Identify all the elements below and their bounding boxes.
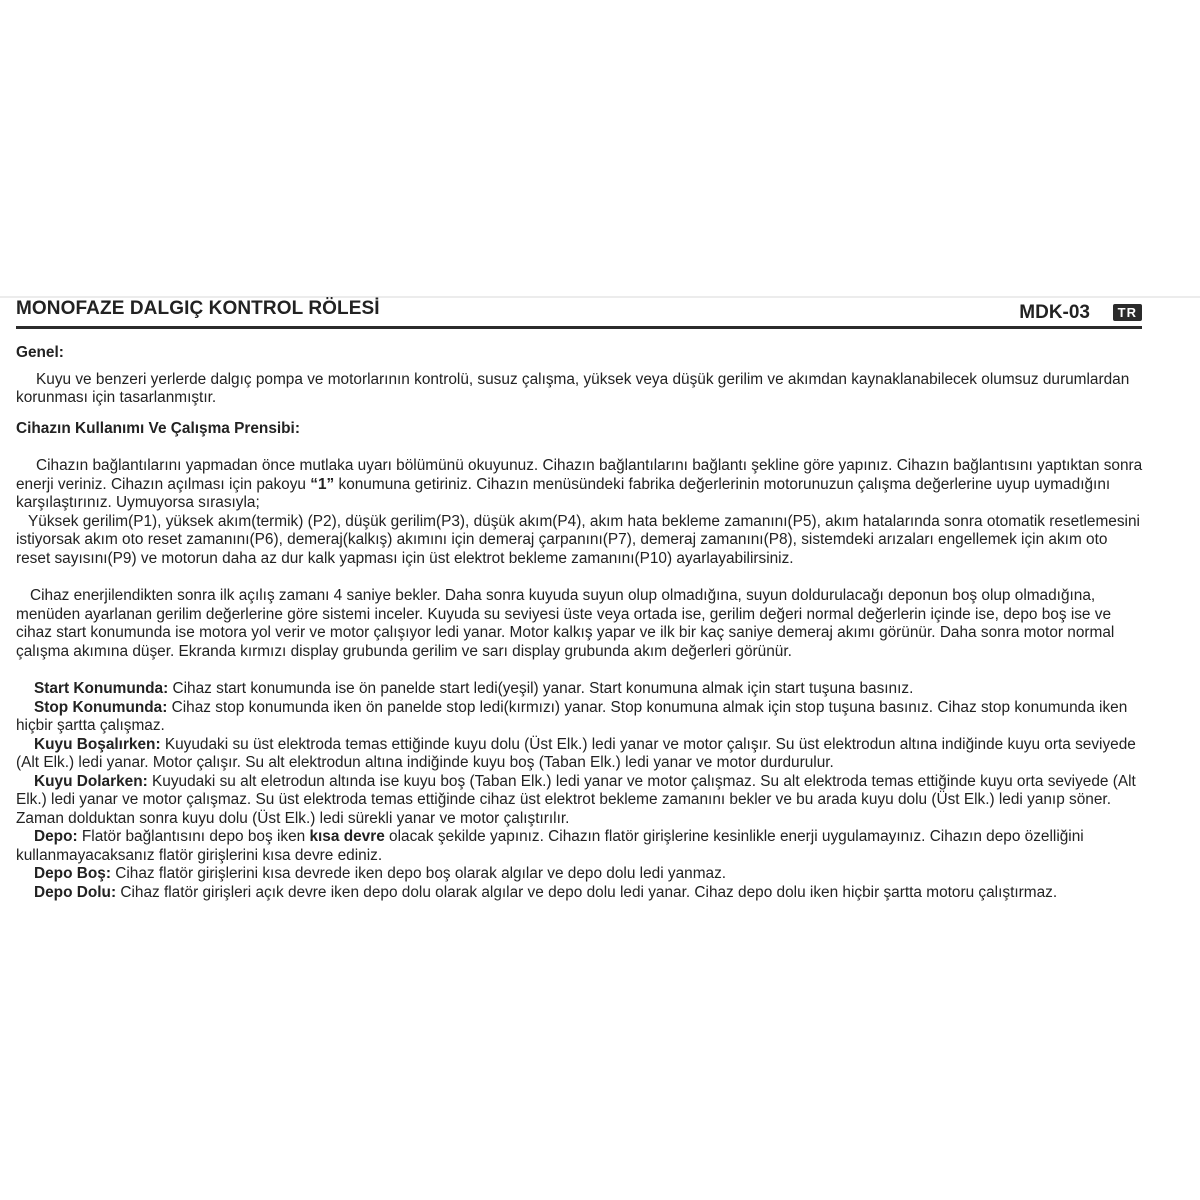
document-header — [16, 298, 1144, 324]
item-label: Kuyu Boşalırken: — [34, 735, 161, 753]
item-text: Cihaz flatör girişleri açık devre iken depo dolu olarak algılar ve depo dolu ledi yanar. Cihaz depo dolu iken hiçbir şartta motoru çalıştırmaz. — [116, 883, 1058, 901]
item-text: Cihaz start konumunda ise ön panelde start ledi(yeşil) yanar. Start konumuna almak için start tuşuna basınız. — [168, 680, 914, 697]
item-text: Kuyudaki su üst elektroda temas ettiğinde kuyu dolu (Üst Elk.) ledi yanar ve motor çalışır. Su üst elektrodun altına indiğinde kuyu orta seviyede (Alt Elk.) ledi yanar. Motor çalışır. Su alt elektrodun altına indiğinde kuyu boş (Taban Elk.) ledi yanar ve motor durdurulur. — [16, 735, 1136, 771]
list-item — [16, 773, 1144, 829]
item-label: Depo Dolu: — [34, 883, 117, 901]
item-label: Kuyu Dolarken: — [34, 772, 148, 790]
item-label: Depo Boş: — [34, 865, 111, 882]
list-item — [16, 884, 1144, 903]
list-item — [16, 736, 1144, 773]
product-code: MDK-03 — [1019, 302, 1090, 323]
behavior-list — [16, 680, 1144, 902]
section-heading-usage: Cihazın Kullanımı Ve Çalışma Prensibi: — [16, 419, 300, 437]
list-item — [16, 828, 1144, 865]
item-text: Kuyudaki su alt eletrodun altında ise kuyu boş (Taban Elk.) ledi yanar ve motor çalışmaz. Su alt elektroda temas ettiğinde kuyu orta seviyede (Alt Elk.) ledi yanar ve motor çalışmaz. Su üst elektroda temas ettiğinde cihaz üst elektrot bekleme zamanını bekler ve bu arada kuyu dolu (Üst Elk.) ledi yanıp söner. Zaman dolduktan sonra kuyu dolu (Üst Elk.) ledi sürekli yanar ve motor çalıştırılır. — [16, 772, 1136, 827]
item-text: Flatör bağlantısını depo boş iken — [77, 828, 310, 845]
item-text: olacak şekilde yapınız. Cihazın flatör girişlerine kesinlikle enerji uygulamayınız. Cihazın depo özelliğini kullanmayacaksanız flatör girişlerini kısa devre ediniz. — [16, 828, 1084, 864]
header-rule — [16, 326, 1142, 329]
paragraph-usage-2: Yüksek gerilim(P1), yüksek akım(termik) (P2), düşük gerilim(P3), düşük akım(P4), akım hata bekleme zamanını(P5), akım hatalarında sonra otomatik resetlemesini istiyorsak akım oto reset zamanını(P6), demeraj(kalkış) akımını için demeraj çarpanını(P7), demeraj zamanını(P8), sistemdeki arızaları engellemek için akım oto reset sayısını(P9) ve motorun daha az dur kalk yapması için üst elektrot bekleme zamanını(P10) ayarlayabilirsiniz. — [16, 512, 1140, 567]
item-text: Cihaz flatör girişlerini kısa devrede iken depo boş olarak algılar ve depo dolu ledi yanmaz. — [110, 865, 727, 882]
item-label: Stop Konumunda: — [34, 698, 168, 716]
section-heading-genel: Genel: — [16, 344, 64, 361]
list-item — [16, 699, 1144, 736]
document-page — [16, 298, 1144, 902]
item-bold-mid: kısa devre — [309, 828, 385, 845]
item-label: Depo: — [34, 828, 78, 845]
document-title: MONOFAZE DALGIÇ KONTROL RÖLESİ — [16, 298, 380, 319]
language-badge: TR — [1113, 304, 1142, 321]
usage-p1-text-a: Cihazın bağlantılarını yapmadan önce mutlaka uyarı bölümünü okuyunuz. Cihazın bağlantılarını bağlantı şekline göre yapınız. Cihazın bağlantısını yaptıktan sonra enerji veriniz. Cihazın açılması için pakoyu — [16, 457, 1143, 493]
paragraph-usage-1 — [16, 457, 1144, 513]
item-label: Start Konumunda: — [34, 680, 169, 697]
document-body — [16, 344, 1144, 902]
paragraph-genel: Kuyu ve benzeri yerlerde dalgıç pompa ve motorlarının kontrolü, susuz çalışma, yüksek veya düşük gerilim ve akımdan kaynaklanabilecek olumsuz durumlardan korunması için tasarlanmıştır. — [16, 370, 1130, 406]
usage-p1-text-b: konumuna getiriniz. Cihazın menüsündeki fabrika değerlerinin motorunuzun çalışma değerlerine uyup uymadığını karşılaştırınız. Uymuyorsa sırasıyla; — [16, 475, 1111, 511]
paragraph-usage-3: Cihaz enerjilendikten sonra ilk açılış zamanı 4 saniye bekler. Daha sonra kuyuda suyun olup olmadığına, suyun doldurulacağı deponun boş olup olmadığına, menüden ayarlanan gerilim değerlerine göre sistemi inceler. Kuyuda su seviyesi üste veya ortada ise, gerilim değeri normal değerlerin içinde ise, depo boş ise ve cihaz start konumunda ise motora yol verir ve motor çalışıyor ledi yanar. Motor kalkış yapar ve ilk bir kaç saniye demeraj akımı görünür. Daha sonra motor normal çalışma akımına düşer. Ekranda kırmızı display grubunda gerilim ve sarı display grubunda akım değerleri görünür. — [16, 587, 1115, 660]
usage-p1-bold: “1” — [310, 475, 335, 493]
list-item — [16, 865, 1144, 884]
item-text: Cihaz stop konumunda iken ön panelde stop ledi(kırmızı) yanar. Stop konumuna almak için stop tuşuna basınız. Cihaz stop konumunda iken hiçbir şartta çalışmaz. — [16, 698, 1128, 734]
list-item — [16, 680, 1144, 699]
